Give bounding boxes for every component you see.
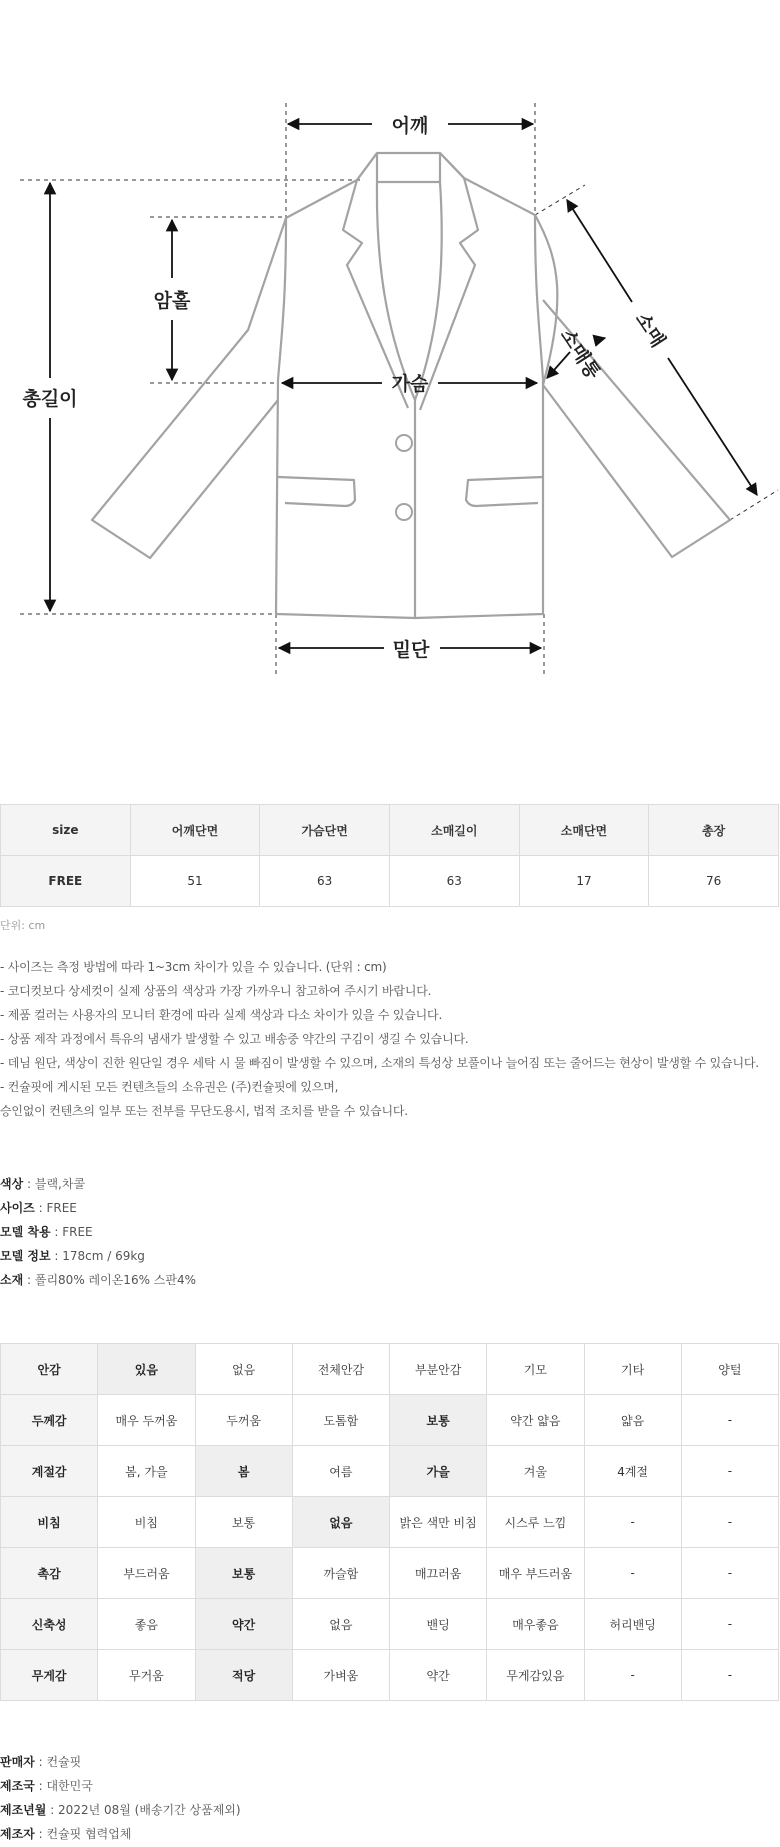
info-row <box>0 1172 196 1196</box>
info-label: 사이즈 <box>0 1201 35 1215</box>
info-value: : FREE <box>50 1225 93 1239</box>
attribute-option: 비침 <box>98 1497 195 1548</box>
product-info <box>0 1172 196 1292</box>
attribute-option: 두꺼움 <box>195 1395 292 1446</box>
attribute-option: 보통 <box>390 1395 487 1446</box>
attribute-option: 시스루 느낌 <box>487 1497 584 1548</box>
notice-item: - 코디컷보다 상세컷이 실제 상품의 색상과 가장 가까우니 참고하여 주시기 바랍니다. <box>0 984 432 998</box>
attribute-name: 안감 <box>1 1344 98 1395</box>
size-header-cell: 소매단면 <box>519 805 649 856</box>
attribute-option: 봄 <box>195 1446 292 1497</box>
attribute-name: 계절감 <box>1 1446 98 1497</box>
info-label: 제조자 <box>0 1827 35 1841</box>
attribute-option: - <box>584 1548 681 1599</box>
notice-item: - 제품 컬러는 사용자의 모니터 환경에 따라 실제 색상과 다소 차이가 있을 수 있습니다. <box>0 1008 443 1022</box>
info-label: 제조년월 <box>0 1803 47 1817</box>
size-header-cell: 소매길이 <box>389 805 519 856</box>
attribute-option: 부드러움 <box>98 1548 195 1599</box>
info-value: : 폴리80% 레이온16% 스판4% <box>23 1273 197 1287</box>
attribute-option: 약간 <box>390 1650 487 1701</box>
attribute-name: 촉감 <box>1 1548 98 1599</box>
attribute-row <box>1 1650 779 1701</box>
attribute-option: 까슬함 <box>292 1548 389 1599</box>
attribute-option: 매우좋음 <box>487 1599 584 1650</box>
attribute-name: 두께감 <box>1 1395 98 1446</box>
attribute-option: 매우 부드러움 <box>487 1548 584 1599</box>
size-table-header-row <box>1 805 779 856</box>
notice-item: - 상품 제작 과정에서 특유의 냄새가 발생할 수 있고 배송중 약간의 구김이 생길 수 있습니다. <box>0 1032 469 1046</box>
label-sleeve-width: 소매통 <box>555 324 605 384</box>
notice-item: - 컨슐핏에 게시된 모든 컨텐츠들의 소유권은 (주)컨슐핏에 있으며, <box>0 1080 339 1094</box>
info-row <box>0 1822 241 1846</box>
attribute-option: 있음 <box>98 1344 195 1395</box>
info-value: : 2022년 08월 (배송기간 상품제외) <box>46 1803 241 1817</box>
attribute-option: 허리밴딩 <box>584 1599 681 1650</box>
attribute-option: 없음 <box>195 1344 292 1395</box>
info-row <box>0 1196 196 1220</box>
info-label: 색상 <box>0 1177 24 1191</box>
info-label: 소재 <box>0 1273 24 1287</box>
attribute-option: - <box>681 1599 778 1650</box>
attribute-option: - <box>681 1650 778 1701</box>
unit-note: 단위: cm <box>0 919 46 932</box>
info-label: 제조국 <box>0 1779 35 1793</box>
attribute-option: 밝은 색만 비침 <box>390 1497 487 1548</box>
label-chest: 가슴 <box>391 373 429 395</box>
label-sleeve: 소매 <box>630 308 670 352</box>
info-value: : 블랙,차콜 <box>23 1177 86 1191</box>
attribute-option: 여름 <box>292 1446 389 1497</box>
attribute-name: 신축성 <box>1 1599 98 1650</box>
size-header-cell: 총장 <box>649 805 779 856</box>
seller-info <box>0 1750 241 1846</box>
label-armhole: 암홀 <box>153 290 191 312</box>
attribute-option: - <box>681 1497 778 1548</box>
attribute-option: 없음 <box>292 1497 389 1548</box>
attribute-option: 무게감있음 <box>487 1650 584 1701</box>
attribute-row <box>1 1599 779 1650</box>
size-cell: FREE <box>1 856 131 907</box>
attribute-option: 없음 <box>292 1599 389 1650</box>
info-row <box>0 1750 241 1774</box>
info-label: 모델 착용 <box>0 1225 51 1239</box>
notice-list <box>0 955 780 1123</box>
size-cell: 17 <box>519 856 649 907</box>
info-label: 모델 정보 <box>0 1249 51 1263</box>
size-table <box>0 804 779 907</box>
attribute-option: 부분안감 <box>390 1344 487 1395</box>
attribute-option: 매끄러움 <box>390 1548 487 1599</box>
notice-item: - 사이즈는 측정 방법에 따라 1~3cm 차이가 있을 수 있습니다. (단위 : cm) <box>0 960 387 974</box>
info-row <box>0 1220 196 1244</box>
attribute-name: 무게감 <box>1 1650 98 1701</box>
attribute-option: 보통 <box>195 1497 292 1548</box>
size-cell: 63 <box>389 856 519 907</box>
size-cell: 76 <box>649 856 779 907</box>
attribute-row <box>1 1548 779 1599</box>
attribute-option: 겨울 <box>487 1446 584 1497</box>
attribute-option: 약간 <box>195 1599 292 1650</box>
attribute-option: 도톰함 <box>292 1395 389 1446</box>
attribute-option: - <box>584 1650 681 1701</box>
info-value: : 컨슐핏 <box>34 1755 82 1769</box>
attribute-option: 전체안감 <box>292 1344 389 1395</box>
size-cell: 51 <box>130 856 260 907</box>
info-label: 판매자 <box>0 1755 35 1769</box>
attribute-option: 무거움 <box>98 1650 195 1701</box>
info-value: : 178cm / 69kg <box>50 1249 145 1263</box>
attribute-row <box>1 1344 779 1395</box>
label-hem: 밑단 <box>392 639 430 661</box>
attribute-option: - <box>681 1548 778 1599</box>
attribute-row <box>1 1497 779 1548</box>
info-row <box>0 1774 241 1798</box>
attribute-option: 양털 <box>681 1344 778 1395</box>
attribute-option: 좋음 <box>98 1599 195 1650</box>
attribute-row <box>1 1395 779 1446</box>
label-shoulder: 어깨 <box>391 115 429 137</box>
size-header-cell: 어깨단면 <box>130 805 260 856</box>
size-header-cell: 가슴단면 <box>260 805 390 856</box>
attribute-option: 적당 <box>195 1650 292 1701</box>
attribute-option: 기타 <box>584 1344 681 1395</box>
info-row <box>0 1244 196 1268</box>
attribute-option: 4계절 <box>584 1446 681 1497</box>
attribute-option: - <box>681 1395 778 1446</box>
notice-item: 승인없이 컨텐츠의 일부 또는 전부를 무단도용시, 법적 조치를 받을 수 있습니다. <box>0 1104 408 1118</box>
attribute-option: 얇음 <box>584 1395 681 1446</box>
attribute-row <box>1 1446 779 1497</box>
attribute-option: - <box>681 1446 778 1497</box>
attribute-option: 봄, 가을 <box>98 1446 195 1497</box>
attribute-option: 기모 <box>487 1344 584 1395</box>
attribute-option: 약간 얇음 <box>487 1395 584 1446</box>
size-table-row <box>1 856 779 907</box>
attribute-option: 밴딩 <box>390 1599 487 1650</box>
info-row <box>0 1798 241 1822</box>
info-value: : FREE <box>34 1201 77 1215</box>
size-cell: 63 <box>260 856 390 907</box>
attribute-name: 비침 <box>1 1497 98 1548</box>
jacket-size-diagram <box>0 0 780 690</box>
info-row <box>0 1268 196 1292</box>
attribute-option: 매우 두꺼움 <box>98 1395 195 1446</box>
attribute-option: - <box>584 1497 681 1548</box>
attribute-option: 보통 <box>195 1548 292 1599</box>
notice-item: - 데님 원단, 색상이 진한 원단일 경우 세탁 시 물 빠짐이 발생할 수 있으며, 소재의 특성상 보풀이나 늘어짐 또는 줄어드는 현상이 발생할 수 있습니다. <box>0 1056 759 1070</box>
size-header-cell: size <box>1 805 131 856</box>
attribute-option: 가벼움 <box>292 1650 389 1701</box>
label-total-length: 총길이 <box>22 388 78 410</box>
info-value: : 대한민국 <box>34 1779 93 1793</box>
attribute-option: 가을 <box>390 1446 487 1497</box>
info-value: : 컨슐핏 협력업체 <box>34 1827 132 1841</box>
attribute-table <box>0 1343 779 1701</box>
